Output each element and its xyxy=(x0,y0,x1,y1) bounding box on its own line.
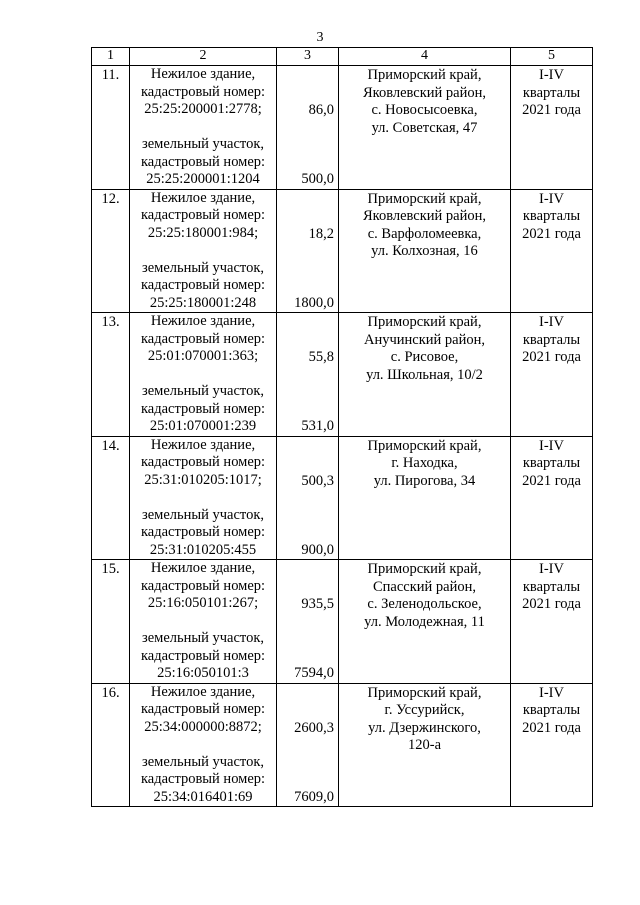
address-line: Анучинский район, xyxy=(364,331,485,348)
address-line: Приморский край, xyxy=(367,684,482,701)
term-line: кварталы xyxy=(522,208,581,224)
address-line: Приморский край, xyxy=(367,190,482,207)
object-cell xyxy=(130,313,277,437)
building-description-line: кадастровый номер: xyxy=(140,330,266,347)
table-row xyxy=(92,66,593,190)
address-line: Яковлевский район, xyxy=(362,84,487,101)
term-line: 2021 года xyxy=(522,225,581,242)
building-area: 500,3 xyxy=(301,472,334,489)
building-description-line: 25:34:000000:8872; xyxy=(144,718,262,735)
area-cell xyxy=(277,436,339,560)
header-col-1: 1 xyxy=(92,48,130,66)
term-cell xyxy=(511,436,593,560)
address-line: ул. Колхозная, 16 xyxy=(371,243,478,259)
address-cell xyxy=(339,189,511,313)
land-area: 500,0 xyxy=(301,171,334,187)
land-description-line: 25:25:200001:1204 xyxy=(146,171,260,187)
building-description-line: кадастровый номер: xyxy=(140,701,266,717)
address-line: ул. Дзержинского, xyxy=(368,719,481,736)
table-row xyxy=(92,683,593,807)
term-cell xyxy=(511,66,593,190)
term-cell xyxy=(511,683,593,807)
building-description-line: Нежилое здание, xyxy=(150,313,256,329)
header-row xyxy=(92,48,593,66)
address-line: Приморский край, xyxy=(367,314,482,330)
table-row xyxy=(92,313,593,437)
building-area: 86,0 xyxy=(308,102,334,118)
building-description-line: 25:01:070001:363; xyxy=(147,348,259,364)
header-col-4: 4 xyxy=(339,48,511,66)
address-line: Спасский район, xyxy=(372,578,476,595)
address-line: ул. Советская, 47 xyxy=(371,119,478,136)
land-description-line: 25:01:070001:239 xyxy=(149,418,257,434)
table-row xyxy=(92,189,593,313)
address-cell xyxy=(339,683,511,807)
address-line: Приморский край, xyxy=(367,561,482,577)
row-number: 16. xyxy=(92,683,130,807)
land-description-line: земельный участок, xyxy=(142,259,264,276)
term-cell xyxy=(511,313,593,437)
land-description-line: кадастровый номер: xyxy=(140,153,266,170)
row-number: 15. xyxy=(92,560,130,684)
header-col-2: 2 xyxy=(130,48,277,66)
address-line: с. Новосысоевка, xyxy=(371,102,478,118)
address-cell xyxy=(339,313,511,437)
building-description-line: 25:25:200001:2778; xyxy=(144,101,262,117)
building-area: 935,5 xyxy=(301,596,334,612)
area-cell xyxy=(277,189,339,313)
term-line: I-IV xyxy=(539,561,564,577)
row-number: 12. xyxy=(92,189,130,313)
object-cell xyxy=(130,683,277,807)
building-description-line: кадастровый номер: xyxy=(140,454,266,470)
land-description-line: земельный участок, xyxy=(142,753,264,770)
row-number: 11. xyxy=(92,66,130,190)
address-line: Яковлевский район, xyxy=(362,208,487,224)
term-line: I-IV xyxy=(539,314,564,330)
address-line: г. Находка, xyxy=(391,455,458,471)
address-line: Приморский край, xyxy=(367,67,482,83)
land-area: 1800,0 xyxy=(294,294,334,311)
land-area: 531,0 xyxy=(301,418,334,434)
area-cell xyxy=(277,560,339,684)
address-cell xyxy=(339,560,511,684)
address-line: Приморский край, xyxy=(367,437,482,454)
land-description-line: кадастровый номер: xyxy=(140,771,266,787)
object-cell xyxy=(130,560,277,684)
term-cell xyxy=(511,560,593,684)
term-line: кварталы xyxy=(522,455,581,471)
area-cell xyxy=(277,66,339,190)
address-line: г. Уссурийск, xyxy=(384,702,465,718)
building-description-line: Нежилое здание, xyxy=(150,66,256,82)
building-description-line: Нежилое здание, xyxy=(150,683,256,700)
term-line: кварталы xyxy=(522,578,581,595)
term-line: 2021 года xyxy=(522,472,581,489)
area-cell xyxy=(277,313,339,437)
term-line: 2021 года xyxy=(522,719,581,736)
land-area: 7594,0 xyxy=(294,665,334,681)
building-area: 55,8 xyxy=(308,349,334,365)
building-description-line: Нежилое здание, xyxy=(150,436,256,453)
land-area: 7609,0 xyxy=(294,788,334,805)
term-line: кварталы xyxy=(522,84,581,101)
address-cell xyxy=(339,436,511,560)
object-cell xyxy=(130,66,277,190)
building-description-line: Нежилое здание, xyxy=(150,189,256,206)
address-line: ул. Школьная, 10/2 xyxy=(366,366,483,383)
land-description-line: 25:34:016401:69 xyxy=(153,788,253,805)
land-description-line: земельный участок, xyxy=(142,506,264,523)
object-cell xyxy=(130,189,277,313)
term-line: I-IV xyxy=(539,437,564,454)
land-description-line: земельный участок, xyxy=(142,136,264,152)
land-description-line: 25:16:050101:3 xyxy=(157,665,249,681)
property-table xyxy=(91,47,593,807)
address-line: ул. Пирогова, 34 xyxy=(373,472,476,489)
building-description-line: 25:31:010205:1017; xyxy=(144,471,262,488)
building-description-line: кадастровый номер: xyxy=(140,207,266,223)
object-cell xyxy=(130,436,277,560)
table-row xyxy=(92,560,593,684)
land-description-line: кадастровый номер: xyxy=(140,524,266,540)
building-description-line: 25:25:180001:984; xyxy=(147,224,259,241)
land-description-line: 25:25:180001:248 xyxy=(149,294,257,311)
land-description-line: земельный участок, xyxy=(142,383,264,399)
page-number: 3 xyxy=(316,30,324,45)
header-col-3: 3 xyxy=(277,48,339,66)
building-area: 2600,3 xyxy=(294,719,334,736)
address-line: с. Зеленодольское, xyxy=(367,596,482,612)
term-line: кварталы xyxy=(522,331,581,348)
area-cell xyxy=(277,683,339,807)
term-line: I-IV xyxy=(539,190,564,207)
header-col-5: 5 xyxy=(511,48,593,66)
building-area: 18,2 xyxy=(308,225,334,242)
table-row xyxy=(92,436,593,560)
row-number: 13. xyxy=(92,313,130,437)
land-description-line: кадастровый номер: xyxy=(140,400,266,417)
term-line: кварталы xyxy=(522,702,581,718)
address-line: ул. Молодежная, 11 xyxy=(364,613,485,630)
term-line: 2021 года xyxy=(522,349,581,365)
land-area: 900,0 xyxy=(301,541,334,558)
term-line: I-IV xyxy=(539,684,564,701)
land-description-line: кадастровый номер: xyxy=(140,647,266,664)
term-line: I-IV xyxy=(539,67,564,83)
land-description-line: 25:31:010205:455 xyxy=(149,541,257,558)
building-description-line: Нежилое здание, xyxy=(150,560,256,576)
building-description-line: кадастровый номер: xyxy=(140,577,266,594)
address-line: 120-а xyxy=(407,737,441,753)
building-description-line: кадастровый номер: xyxy=(140,83,266,100)
building-description-line: 25:16:050101:267; xyxy=(147,595,259,611)
land-description-line: кадастровый номер: xyxy=(140,277,266,293)
address-line: с. Варфоломеевка, xyxy=(367,225,482,242)
term-line: 2021 года xyxy=(522,102,581,118)
land-description-line: земельный участок, xyxy=(142,630,264,646)
term-cell xyxy=(511,189,593,313)
term-line: 2021 года xyxy=(522,596,581,612)
address-line: с. Рисовое, xyxy=(390,349,459,365)
address-cell xyxy=(339,66,511,190)
row-number: 14. xyxy=(92,436,130,560)
